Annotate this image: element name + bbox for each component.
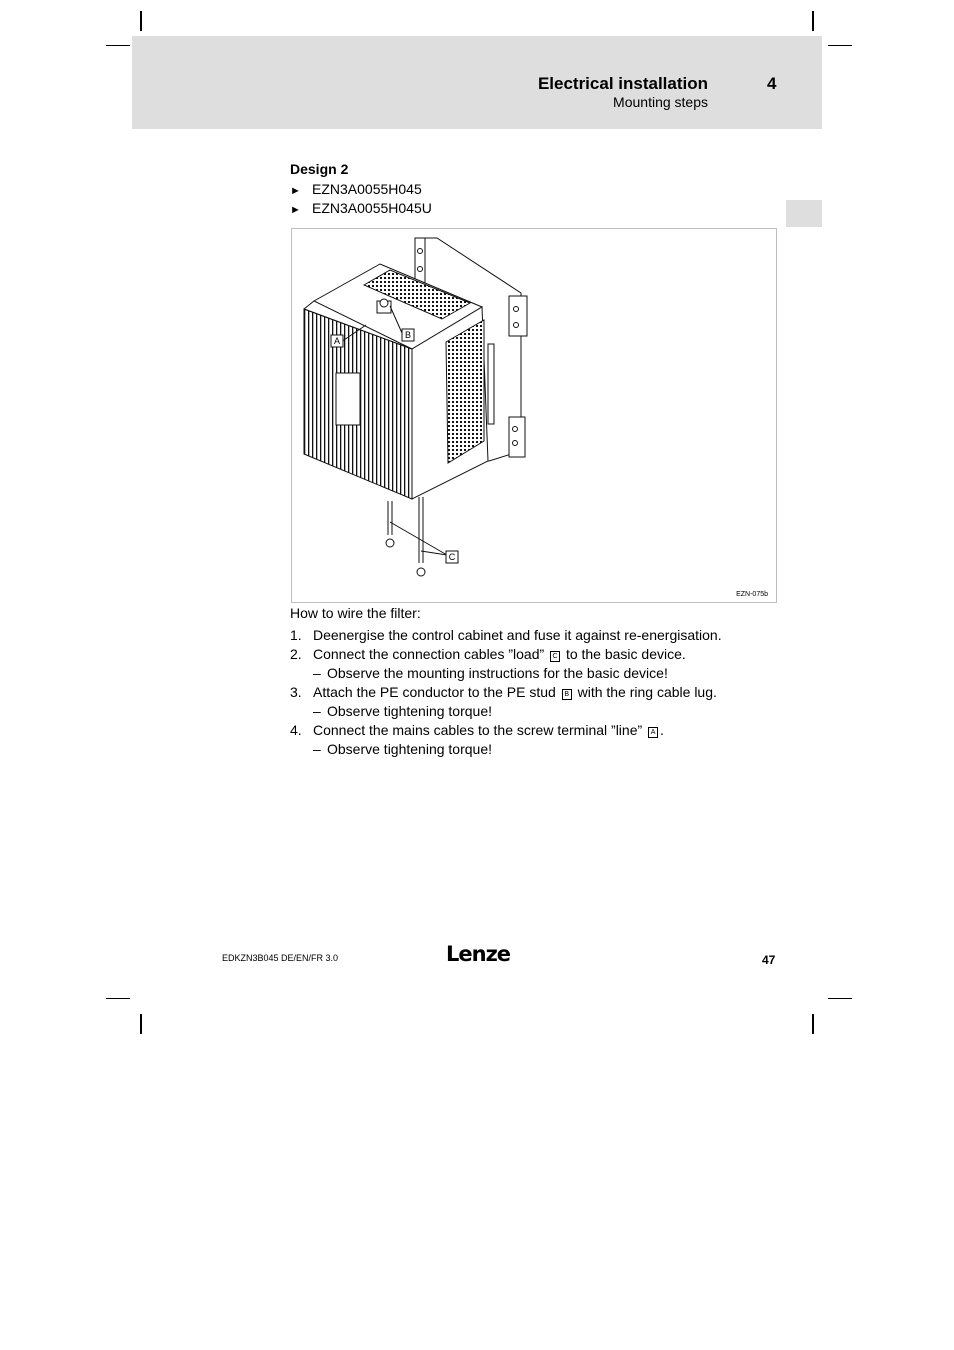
- step-item: [290, 645, 760, 683]
- step-subnote: Observe tightening torque!: [327, 741, 492, 757]
- callout-b-label: B: [404, 330, 412, 340]
- filter-figure: [291, 228, 777, 603]
- variant-label: EZN3A0055H045: [312, 181, 422, 197]
- dash-icon: –: [313, 665, 321, 681]
- step-item: [290, 683, 760, 721]
- callout-c-label: C: [448, 552, 456, 562]
- instructions-intro: How to wire the filter:: [290, 605, 421, 621]
- variant-list: [290, 180, 432, 218]
- step-number: 1.: [290, 627, 302, 643]
- lenze-logo: Lenze: [446, 942, 511, 966]
- crop-mark: [106, 45, 130, 46]
- dash-icon: –: [313, 703, 321, 719]
- callout-a-label: A: [333, 336, 341, 346]
- step-subnote: Observe tightening torque!: [327, 703, 492, 719]
- crop-mark: [812, 11, 814, 31]
- instruction-steps: [290, 626, 760, 759]
- step-number: 2.: [290, 646, 302, 662]
- crop-mark: [828, 998, 852, 999]
- key-c: C: [550, 651, 560, 662]
- design-heading: Design 2: [290, 161, 349, 177]
- step-number: 4.: [290, 722, 302, 738]
- crop-mark: [812, 1014, 814, 1034]
- variant-item: [290, 180, 432, 199]
- step-text-end: to the basic device.: [565, 646, 686, 662]
- chapter-number: 4: [767, 74, 777, 93]
- variant-label: EZN3A0055H045U: [312, 200, 432, 216]
- variant-item: [290, 199, 432, 218]
- crop-mark: [106, 998, 130, 999]
- header-band: [132, 36, 822, 129]
- step-text: Attach the PE conductor to the PE stud: [313, 684, 556, 700]
- key-a: A: [648, 727, 658, 738]
- figure-code: EZN-075b: [736, 591, 768, 598]
- step-item: [290, 626, 760, 645]
- crop-mark: [140, 1014, 142, 1034]
- dash-icon: –: [313, 741, 321, 757]
- step-text: Deenergise the control cabinet and fuse it against re-energisation.: [313, 627, 722, 643]
- step-text: Connect the mains cables to the screw terminal ”line”: [313, 722, 643, 738]
- chapter-subtitle: Mounting steps: [613, 94, 708, 110]
- step-text-end: .: [660, 722, 664, 738]
- document-code: EDKZN3B045 DE/EN/FR 3.0: [222, 953, 339, 963]
- step-text: Connect the connection cables ”load”: [313, 646, 545, 662]
- bullet-arrow-icon: ►: [290, 185, 301, 197]
- crop-mark: [828, 45, 852, 46]
- chapter-title: Electrical installation: [537, 74, 708, 93]
- step-number: 3.: [290, 684, 302, 700]
- key-b: B: [562, 689, 572, 700]
- chapter-side-tab: [786, 200, 822, 227]
- crop-mark: [140, 11, 142, 31]
- filter-illustration: [292, 229, 778, 604]
- step-subnote: Observe the mounting instructions for the basic device!: [327, 665, 668, 681]
- bullet-arrow-icon: ►: [290, 204, 301, 216]
- page-number: 47: [762, 953, 776, 967]
- step-text-end: with the ring cable lug.: [577, 684, 717, 700]
- step-item: [290, 721, 760, 759]
